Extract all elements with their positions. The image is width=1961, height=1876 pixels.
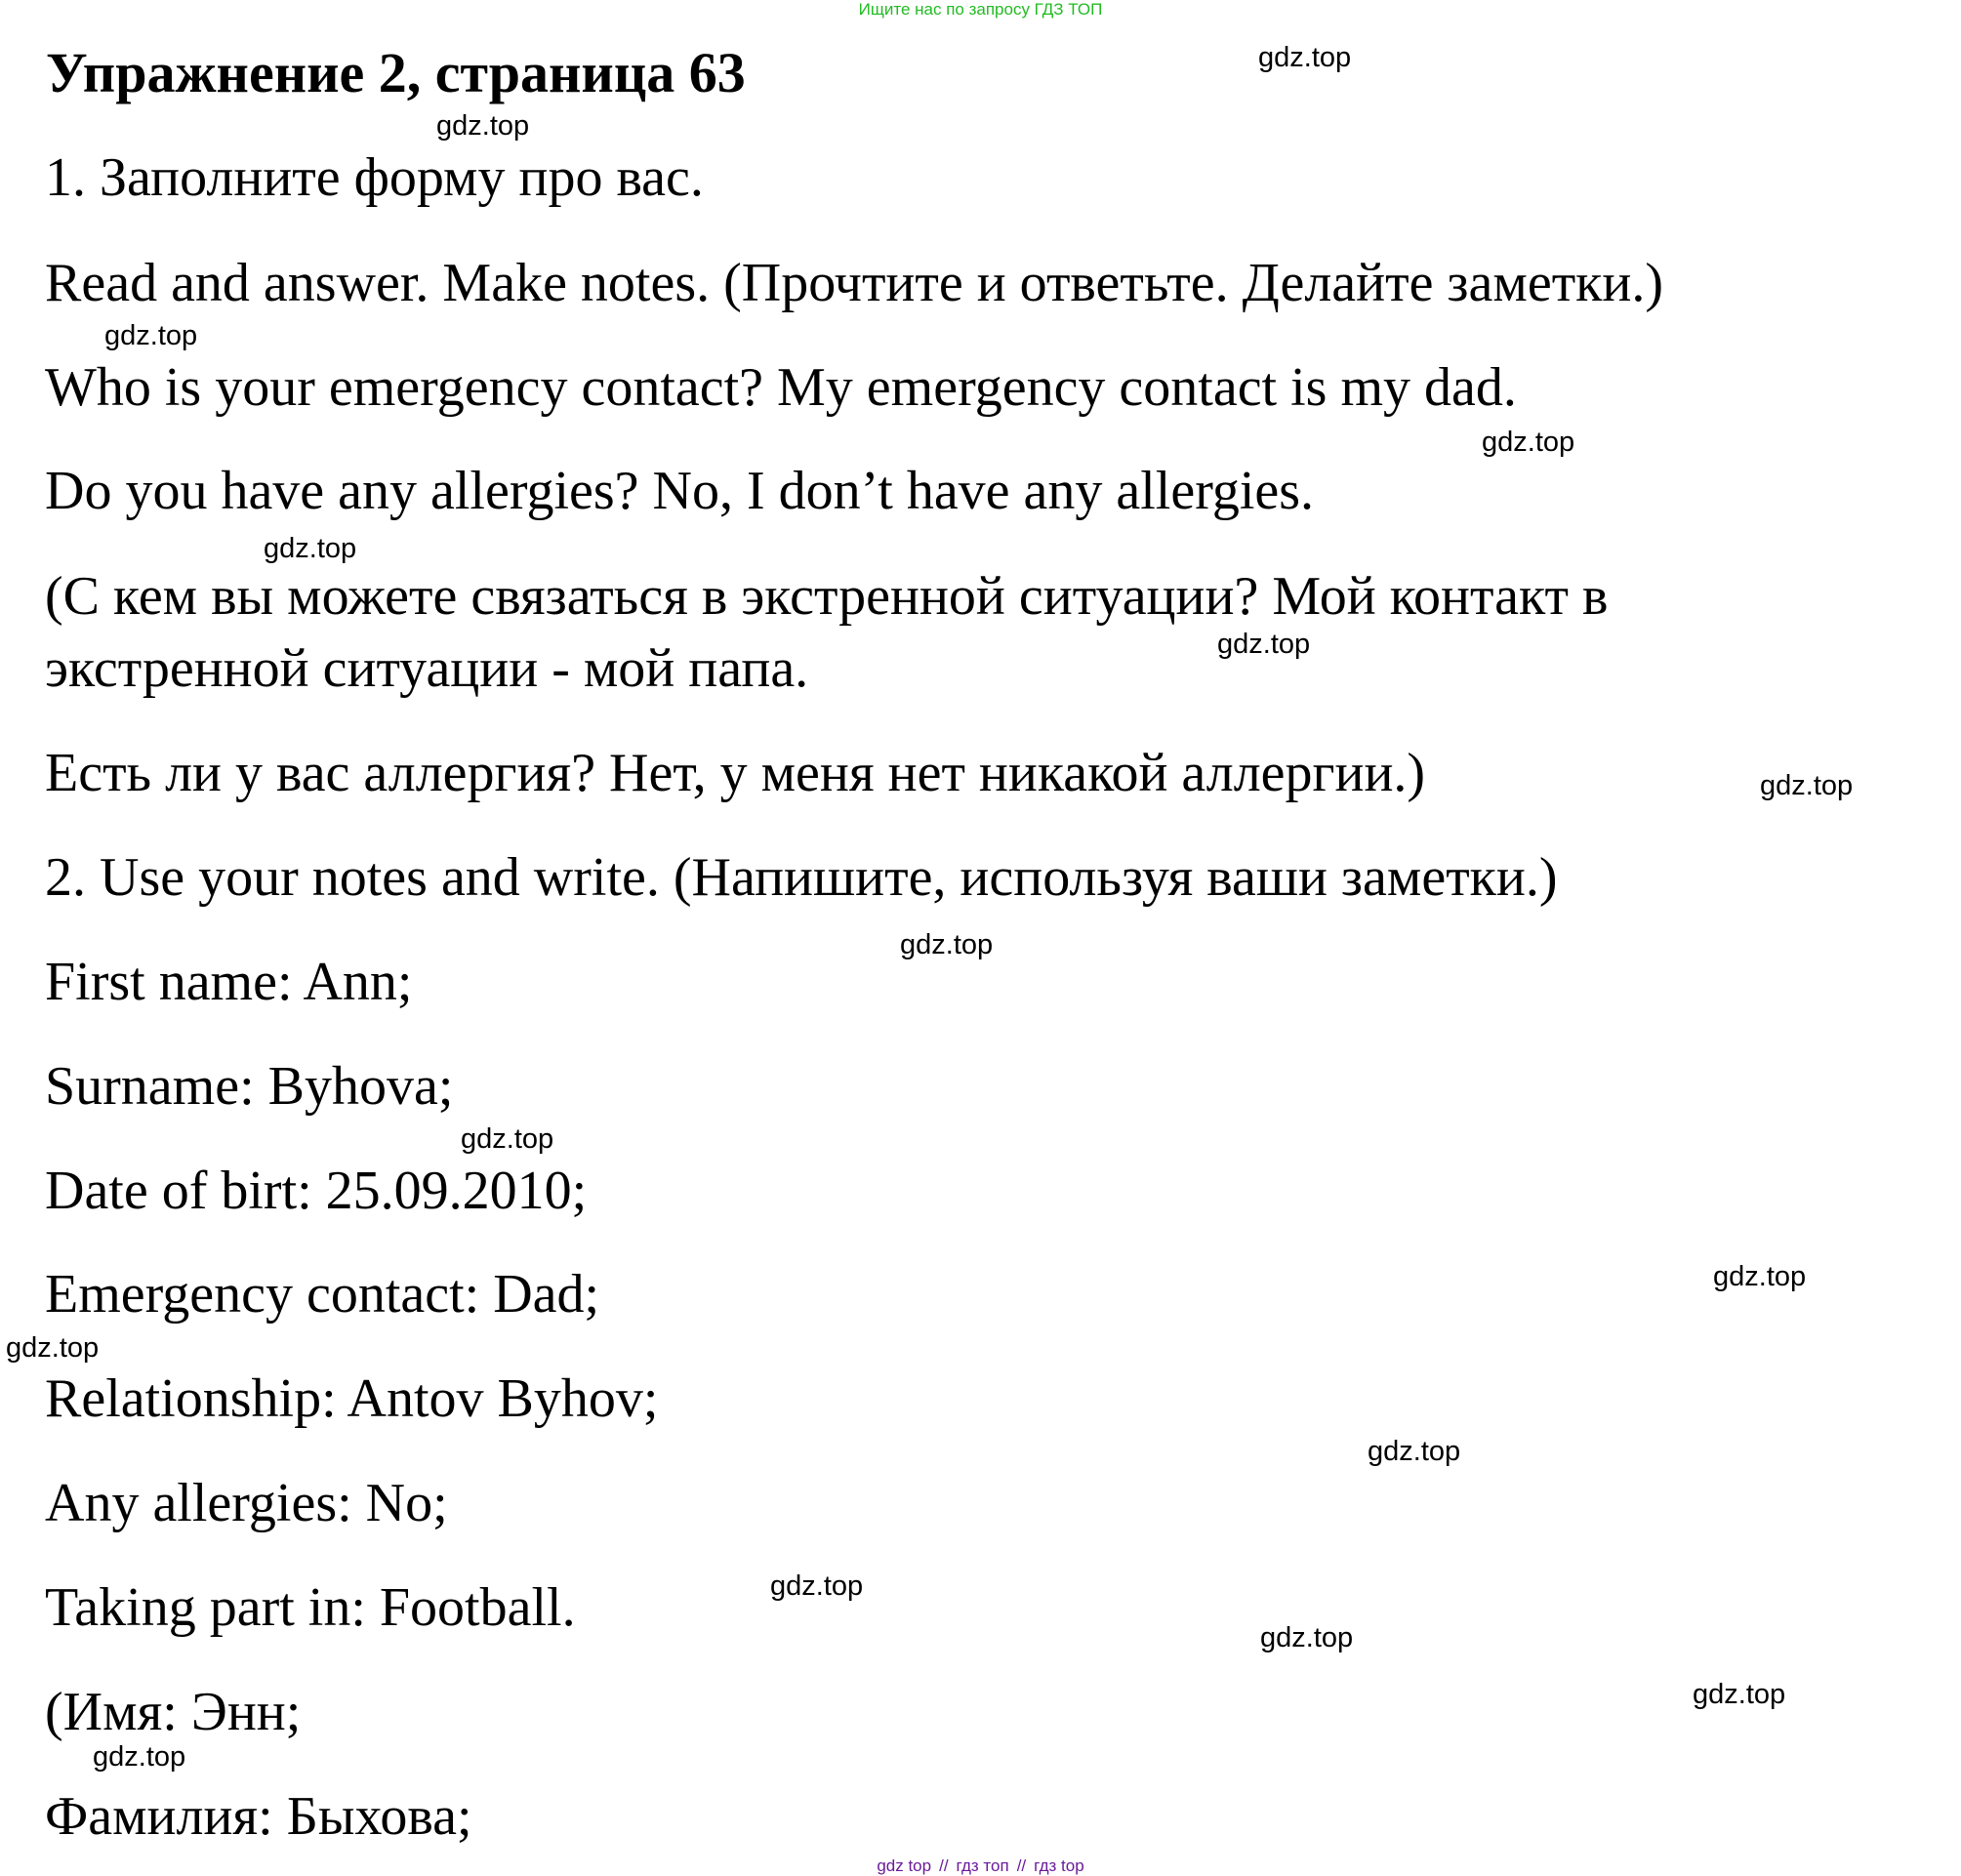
form-date-of-birth: Date of birt: 25.09.2010; — [45, 1161, 588, 1221]
footer-link-gdz-top-mixed[interactable]: гдз top — [1034, 1856, 1084, 1875]
watermark: gdz.top — [1368, 1436, 1461, 1467]
translation-line-2: экстренной ситуации - мой папа. — [45, 638, 809, 699]
footer-separator: // — [939, 1856, 949, 1875]
translation-line-3: Есть ли у вас аллергия? Нет, у меня нет никакой аллергии.) — [45, 743, 1426, 803]
translation-line-1: (С кем вы можете связаться в экстренной ситуации? Мой контакт в — [45, 566, 1609, 627]
task-2-heading: 2. Use your notes and write. (Напишите, используя ваши заметки.) — [45, 847, 1558, 908]
watermark: gdz.top — [1760, 770, 1854, 801]
form-translation-surname: Фамилия: Быхова; — [45, 1786, 472, 1847]
watermark: gdz.top — [1482, 427, 1575, 458]
footer-links — [0, 1856, 1961, 1876]
form-taking-part-in: Taking part in: Football. — [45, 1577, 576, 1638]
answer-emergency-contact: Who is your emergency contact? My emergency contact is my dad. — [45, 357, 1517, 418]
search-banner: Ищите нас по запросу ГДЗ ТОП — [858, 0, 1103, 19]
watermark: gdz.top — [461, 1123, 554, 1155]
watermark: gdz.top — [1217, 629, 1311, 660]
watermark: gdz.top — [104, 320, 198, 351]
watermark: gdz.top — [1713, 1261, 1807, 1292]
footer-link-gdz-top[interactable]: gdz top — [877, 1856, 932, 1875]
answer-allergies: Do you have any allergies? No, I don’t have any allergies. — [45, 461, 1315, 521]
watermark: gdz.top — [770, 1570, 864, 1602]
watermark: gdz.top — [1258, 42, 1352, 73]
page-title: Упражнение 2, страница 63 — [46, 41, 746, 104]
watermark: gdz.top — [1260, 1622, 1354, 1653]
instruction-read-answer: Read and answer. Make notes. (Прочтите и ответьте. Делайте заметки.) — [45, 253, 1663, 313]
footer-link-gdz-top-ru[interactable]: гдз топ — [956, 1856, 1009, 1875]
footer-separator: // — [1016, 1856, 1027, 1875]
watermark: gdz.top — [93, 1741, 186, 1773]
watermark: gdz.top — [436, 110, 530, 142]
watermark: gdz.top — [900, 929, 994, 960]
form-emergency-contact: Emergency contact: Dad; — [45, 1264, 600, 1325]
watermark: gdz.top — [6, 1332, 100, 1364]
watermark: gdz.top — [1693, 1679, 1786, 1710]
task-1-heading: 1. Заполните форму про вас. — [45, 147, 704, 208]
form-allergies: Any allergies: No; — [45, 1473, 448, 1533]
watermark: gdz.top — [264, 533, 357, 564]
form-translation-name: (Имя: Энн; — [45, 1682, 302, 1742]
form-relationship: Relationship: Antov Byhov; — [45, 1368, 659, 1429]
form-first-name: First name: Ann; — [45, 952, 413, 1012]
form-surname: Surname: Byhova; — [45, 1056, 454, 1117]
